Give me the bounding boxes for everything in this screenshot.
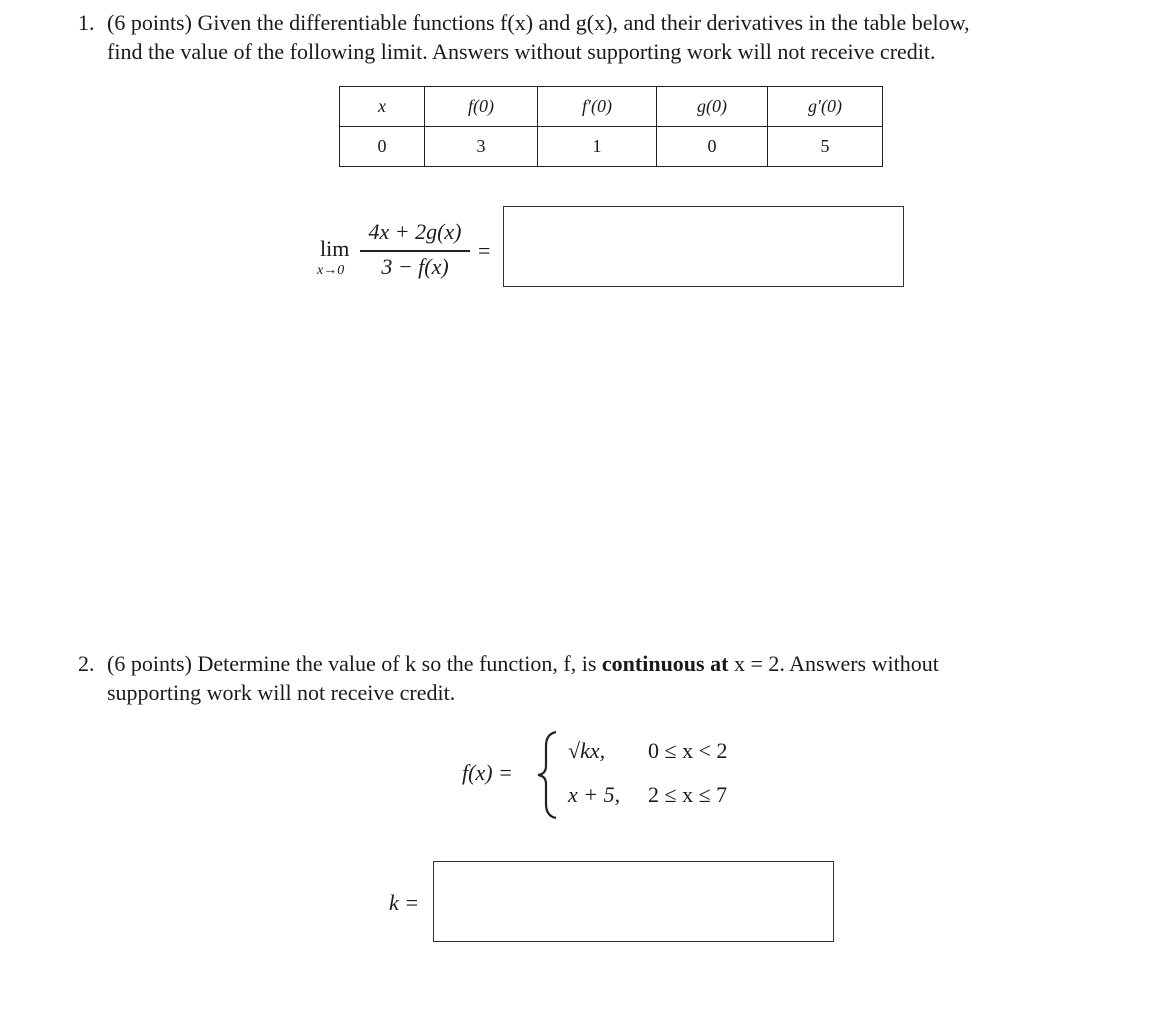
limit-subscript: x→0 <box>317 263 345 278</box>
case2-condition: 2 ≤ x ≤ 7 <box>648 782 728 807</box>
table-cell: 0 <box>657 127 768 167</box>
problem2-text-before: (6 points) Determine the value of k so the function, f, is <box>107 651 602 676</box>
table-row <box>340 127 883 167</box>
problem2-number: 2. <box>78 651 95 676</box>
problem2-text-line2: supporting work will not receive credit. <box>107 680 456 705</box>
problem1-text-line2: find the value of the following limit. Answers without supporting work will not receive credit. <box>107 39 936 64</box>
table-header-cell: f(0) <box>425 87 538 127</box>
problem2-text-line1 <box>107 649 1147 678</box>
limit-equals: = <box>478 238 491 263</box>
values-table <box>339 86 883 167</box>
problem1-text-line1: (6 points) Given the differentiable functions f(x) and g(x), and their derivatives in the table below, <box>107 10 970 35</box>
case2-expression: x + 5, <box>568 782 621 807</box>
function-lhs: f(x) = <box>462 760 513 785</box>
table-cell: 3 <box>425 127 538 167</box>
limit-lim: lim <box>320 236 350 261</box>
table-header-cell: g′(0) <box>768 87 883 127</box>
table-header-cell: g(0) <box>657 87 768 127</box>
fraction-bar <box>360 250 470 252</box>
problem1-number: 1. <box>78 10 95 35</box>
k-answer-box[interactable] <box>433 861 834 942</box>
table-header-cell: f′(0) <box>538 87 657 127</box>
problem2-text-bold: continuous at <box>601 651 729 676</box>
limit-numerator: 4x + 2g(x) <box>368 219 462 244</box>
table-cell: 5 <box>768 127 883 167</box>
table-cell: 0 <box>340 127 425 167</box>
left-brace <box>536 730 560 820</box>
k-label: k = <box>389 890 420 915</box>
table-cell: 1 <box>538 127 657 167</box>
table-header-cell: x <box>340 87 425 127</box>
limit-denominator: 3 − f(x) <box>381 254 449 279</box>
case1-expression: √kx, <box>568 738 606 763</box>
limit-answer-box[interactable] <box>503 206 904 287</box>
table-header-row <box>340 87 883 127</box>
case1-condition: 0 ≤ x < 2 <box>648 738 728 763</box>
problem2-text-after: x = 2. Answers without <box>728 651 939 676</box>
